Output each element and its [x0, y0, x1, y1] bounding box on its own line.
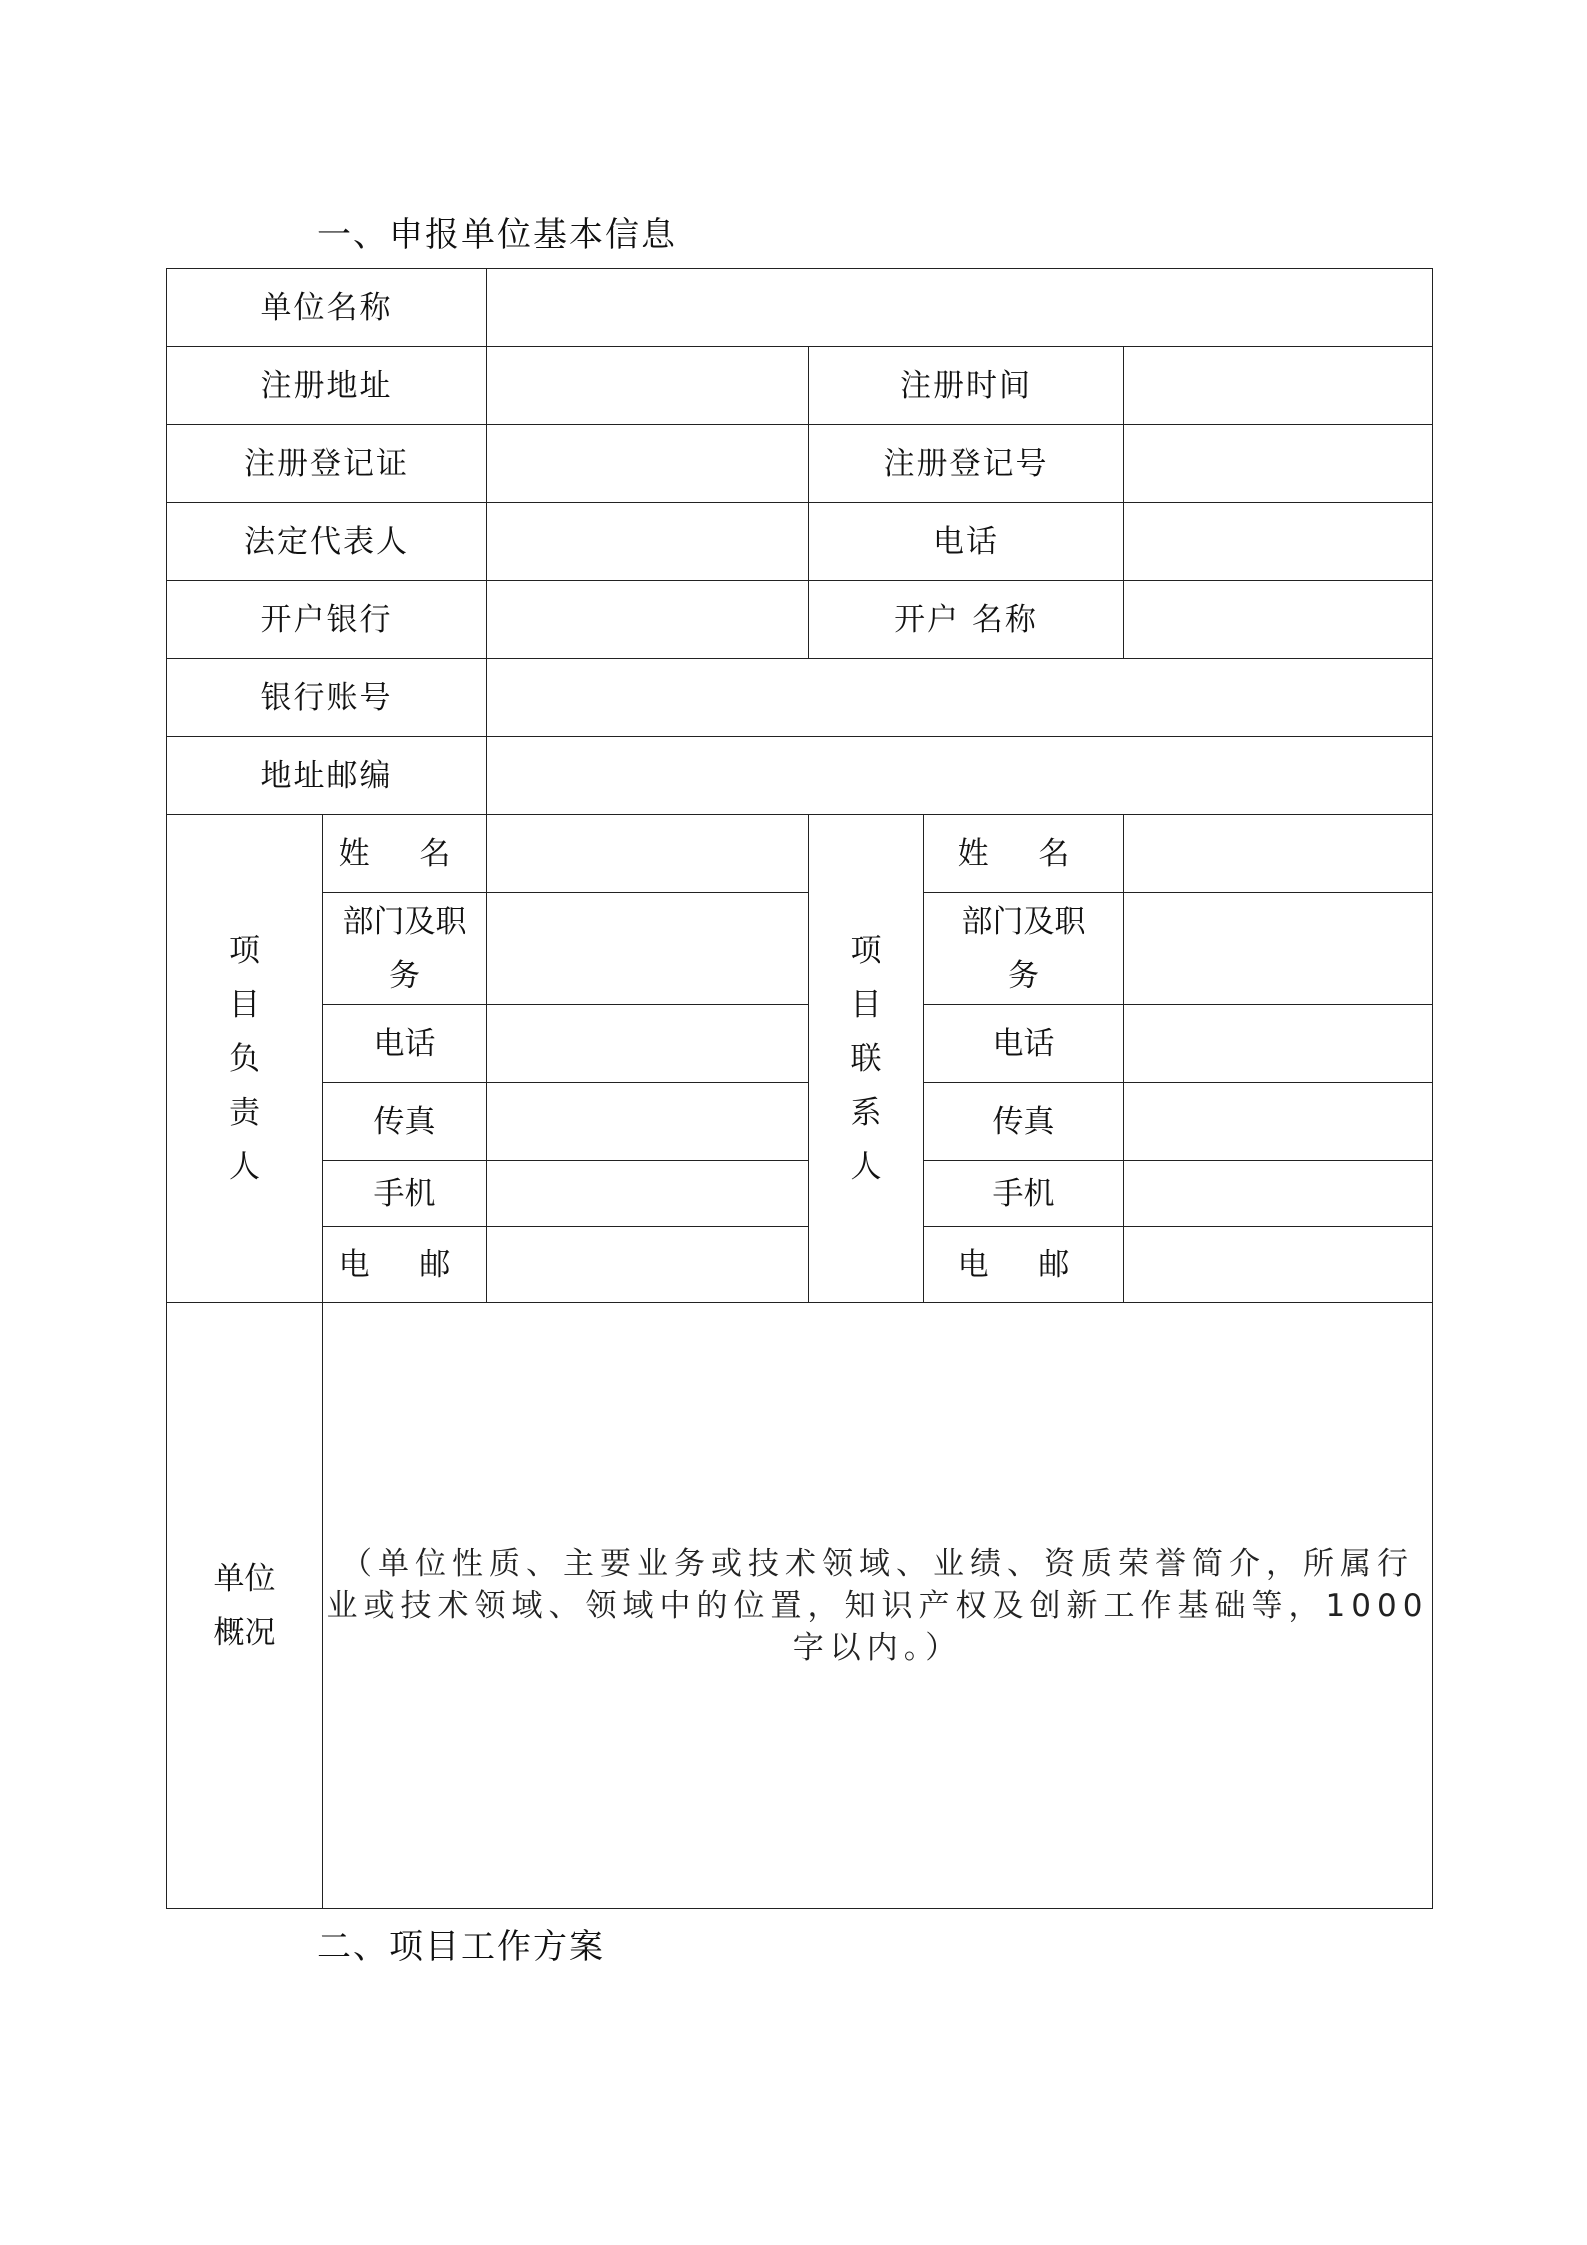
leader-name-label: 姓 名	[323, 815, 487, 893]
table-row	[167, 581, 1433, 659]
contact-dept-label: 部门及职务	[924, 893, 1124, 1005]
legal-rep-label: 法定代表人	[167, 503, 487, 581]
bank-field[interactable]	[487, 581, 809, 659]
table-row	[167, 269, 1433, 347]
unit-overview-instructions: （单位性质、主要业务或技术领域、业绩、资质荣誉简介，所属行业或技术领域、领域中的位置，知识产权及创新工作基础等，1000字以内。）	[326, 1545, 1429, 1666]
section-1-title: 一、申报单位基本信息	[317, 215, 677, 255]
leader-phone-field[interactable]	[487, 1005, 809, 1083]
table-row	[167, 1227, 1433, 1303]
postal-address-field[interactable]	[487, 737, 1433, 815]
bank-account-field[interactable]	[487, 659, 1433, 737]
leader-mobile-field[interactable]	[487, 1161, 809, 1227]
account-name-field[interactable]	[1124, 581, 1433, 659]
contact-mobile-label: 手机	[924, 1161, 1124, 1227]
unit-overview-label: 单位概况	[167, 1303, 323, 1909]
contact-email-field[interactable]	[1124, 1227, 1433, 1303]
reg-time-field[interactable]	[1124, 347, 1433, 425]
legal-rep-field[interactable]	[487, 503, 809, 581]
unit-overview-field[interactable]	[323, 1303, 1433, 1909]
contact-fax-field[interactable]	[1124, 1083, 1433, 1161]
reg-number-label: 注册登记号	[809, 425, 1124, 503]
reg-address-label: 注册地址	[167, 347, 487, 425]
contact-phone-field[interactable]	[1124, 1005, 1433, 1083]
reg-certificate-label: 注册登记证	[167, 425, 487, 503]
leader-dept-field[interactable]	[487, 893, 809, 1005]
applicant-info-table	[166, 268, 1433, 1909]
section-2-title: 二、项目工作方案	[317, 1927, 605, 1967]
leader-fax-label: 传真	[323, 1083, 487, 1161]
project-leader-group-label: 项目负责人	[167, 815, 323, 1303]
phone-label: 电话	[809, 503, 1124, 581]
table-row	[167, 1161, 1433, 1227]
table-row	[167, 1005, 1433, 1083]
leader-dept-label: 部门及职务	[323, 893, 487, 1005]
contact-fax-label: 传真	[924, 1083, 1124, 1161]
postal-address-label: 地址邮编	[167, 737, 487, 815]
contact-name-field[interactable]	[1124, 815, 1433, 893]
contact-phone-label: 电话	[924, 1005, 1124, 1083]
phone-field[interactable]	[1124, 503, 1433, 581]
reg-certificate-field[interactable]	[487, 425, 809, 503]
contact-mobile-field[interactable]	[1124, 1161, 1433, 1227]
reg-address-field[interactable]	[487, 347, 809, 425]
leader-email-field[interactable]	[487, 1227, 809, 1303]
leader-name-field[interactable]	[487, 815, 809, 893]
table-row	[167, 425, 1433, 503]
bank-label: 开户银行	[167, 581, 487, 659]
table-row	[167, 1083, 1433, 1161]
contact-name-label: 姓 名	[924, 815, 1124, 893]
table-row	[167, 737, 1433, 815]
project-contact-group-label: 项目联系人	[809, 815, 924, 1303]
leader-email-label: 电 邮	[323, 1227, 487, 1303]
leader-phone-label: 电话	[323, 1005, 487, 1083]
unit-name-label: 单位名称	[167, 269, 487, 347]
table-row	[167, 503, 1433, 581]
table-row	[167, 815, 1433, 893]
reg-time-label: 注册时间	[809, 347, 1124, 425]
table-row	[167, 893, 1433, 1005]
contact-email-label: 电 邮	[924, 1227, 1124, 1303]
unit-name-field[interactable]	[487, 269, 1433, 347]
leader-mobile-label: 手机	[323, 1161, 487, 1227]
leader-fax-field[interactable]	[487, 1083, 809, 1161]
contact-dept-field[interactable]	[1124, 893, 1433, 1005]
account-name-label: 开户 名称	[809, 581, 1124, 659]
table-row	[167, 1303, 1433, 1909]
table-row	[167, 659, 1433, 737]
reg-number-field[interactable]	[1124, 425, 1433, 503]
table-row	[167, 347, 1433, 425]
bank-account-label: 银行账号	[167, 659, 487, 737]
